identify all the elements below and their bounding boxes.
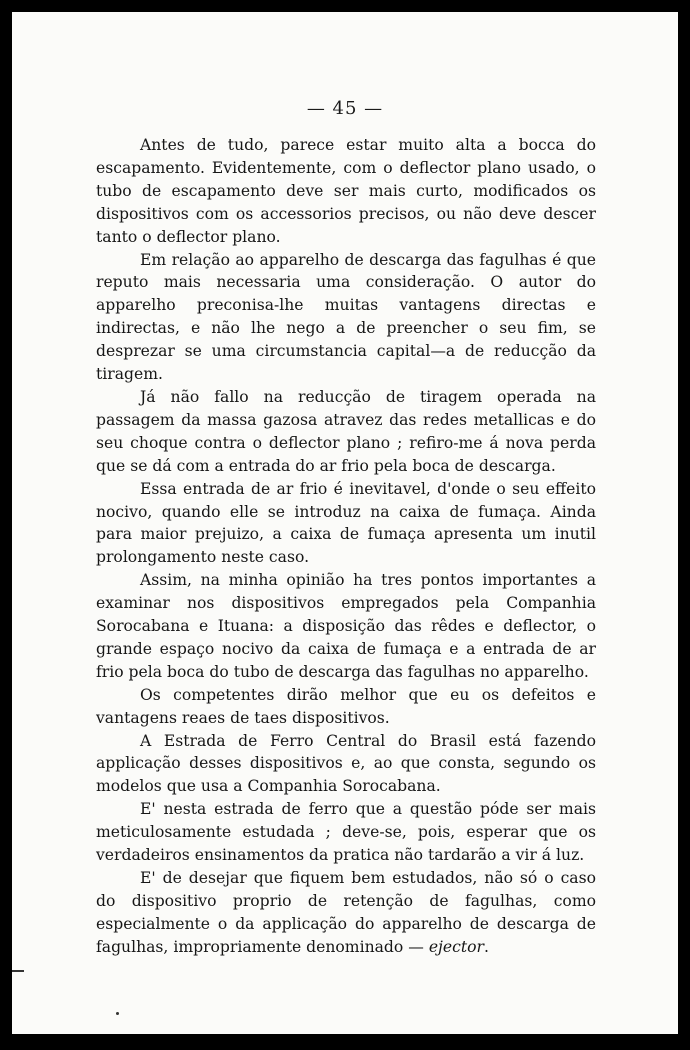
paragraph-8: E' nesta estrada de ferro que a questão póde ser mais meticulosamente estudada ; deve-se, pois, esperar que os verdadeiros ensinamentos da pratica não tardarão a vir á luz.: [96, 800, 596, 865]
book-page: [12, 12, 678, 1034]
paragraph-6: Os competentes dirão melhor que eu os defeitos e vantagens reaes de taes dispositivos.: [96, 685, 596, 727]
paragraph-9-emphasis: ejector: [428, 937, 484, 956]
paragraph-9: [96, 867, 596, 959]
paragraph-9-text: E' de desejar que fiquem bem estudados, não só o caso do dispositivo proprio de retenção de fagulhas, como especialmente o da applicação do apparelho de descarga de fagulhas, impropriamente denominado —: [96, 869, 596, 956]
paragraph-4: Essa entrada de ar frio é inevitavel, d'onde o seu effeito nocivo, quando elle se introduz na caixa de fumaça. Ainda para maior prejuizo, a caixa de fumaça apresenta um inutil prolongamento neste caso.: [96, 479, 596, 567]
body-text: [96, 134, 596, 959]
paragraph-1: Antes de tudo, parece estar muito alta a bocca do escapamento. Evidentemente, com o deflector plano usado, o tubo de escapamento deve ser mais curto, modificados os dispositivos com os accessorios precisos, ou não deve descer tanto o deflector plano.: [96, 136, 596, 246]
paragraph-9-tail: .: [483, 937, 489, 956]
scan-speck: [116, 1012, 119, 1015]
page-number: — 45 —: [306, 98, 384, 119]
margin-mark: [12, 970, 24, 972]
paragraph-7: A Estrada de Ferro Central do Brasil está fazendo applicação desses dispositivos e, ao que consta, segundo os modelos que usa a Companhia Sorocabana.: [96, 731, 596, 796]
paragraph-5: Assim, na minha opinião ha tres pontos importantes a examinar nos dispositivos empregados pela Companhia Sorocabana e Ituana: a disposição das rêdes e deflector, o grande espaço nocivo da caixa de fumaça e a entrada de ar frio pela boca do tubo de descarga das fagulhas no apparelho.: [96, 571, 596, 681]
paragraph-3: Já não fallo na reducção de tiragem operada na passagem da massa gazosa atravez das redes metallicas e do seu choque contra o deflector plano ; refiro-me á nova perda que se dá com a entrada do ar frio pela boca de descarga.: [96, 387, 596, 475]
paragraph-2: Em relação ao apparelho de descarga das fagulhas é que reputo mais necessaria uma consideração. O autor do apparelho preconisa-lhe muitas vantagens directas e indirectas, e não lhe nego a de preencher o seu fim, se desprezar se uma circumstancia capital—a de reducção da tiragem.: [96, 250, 596, 384]
